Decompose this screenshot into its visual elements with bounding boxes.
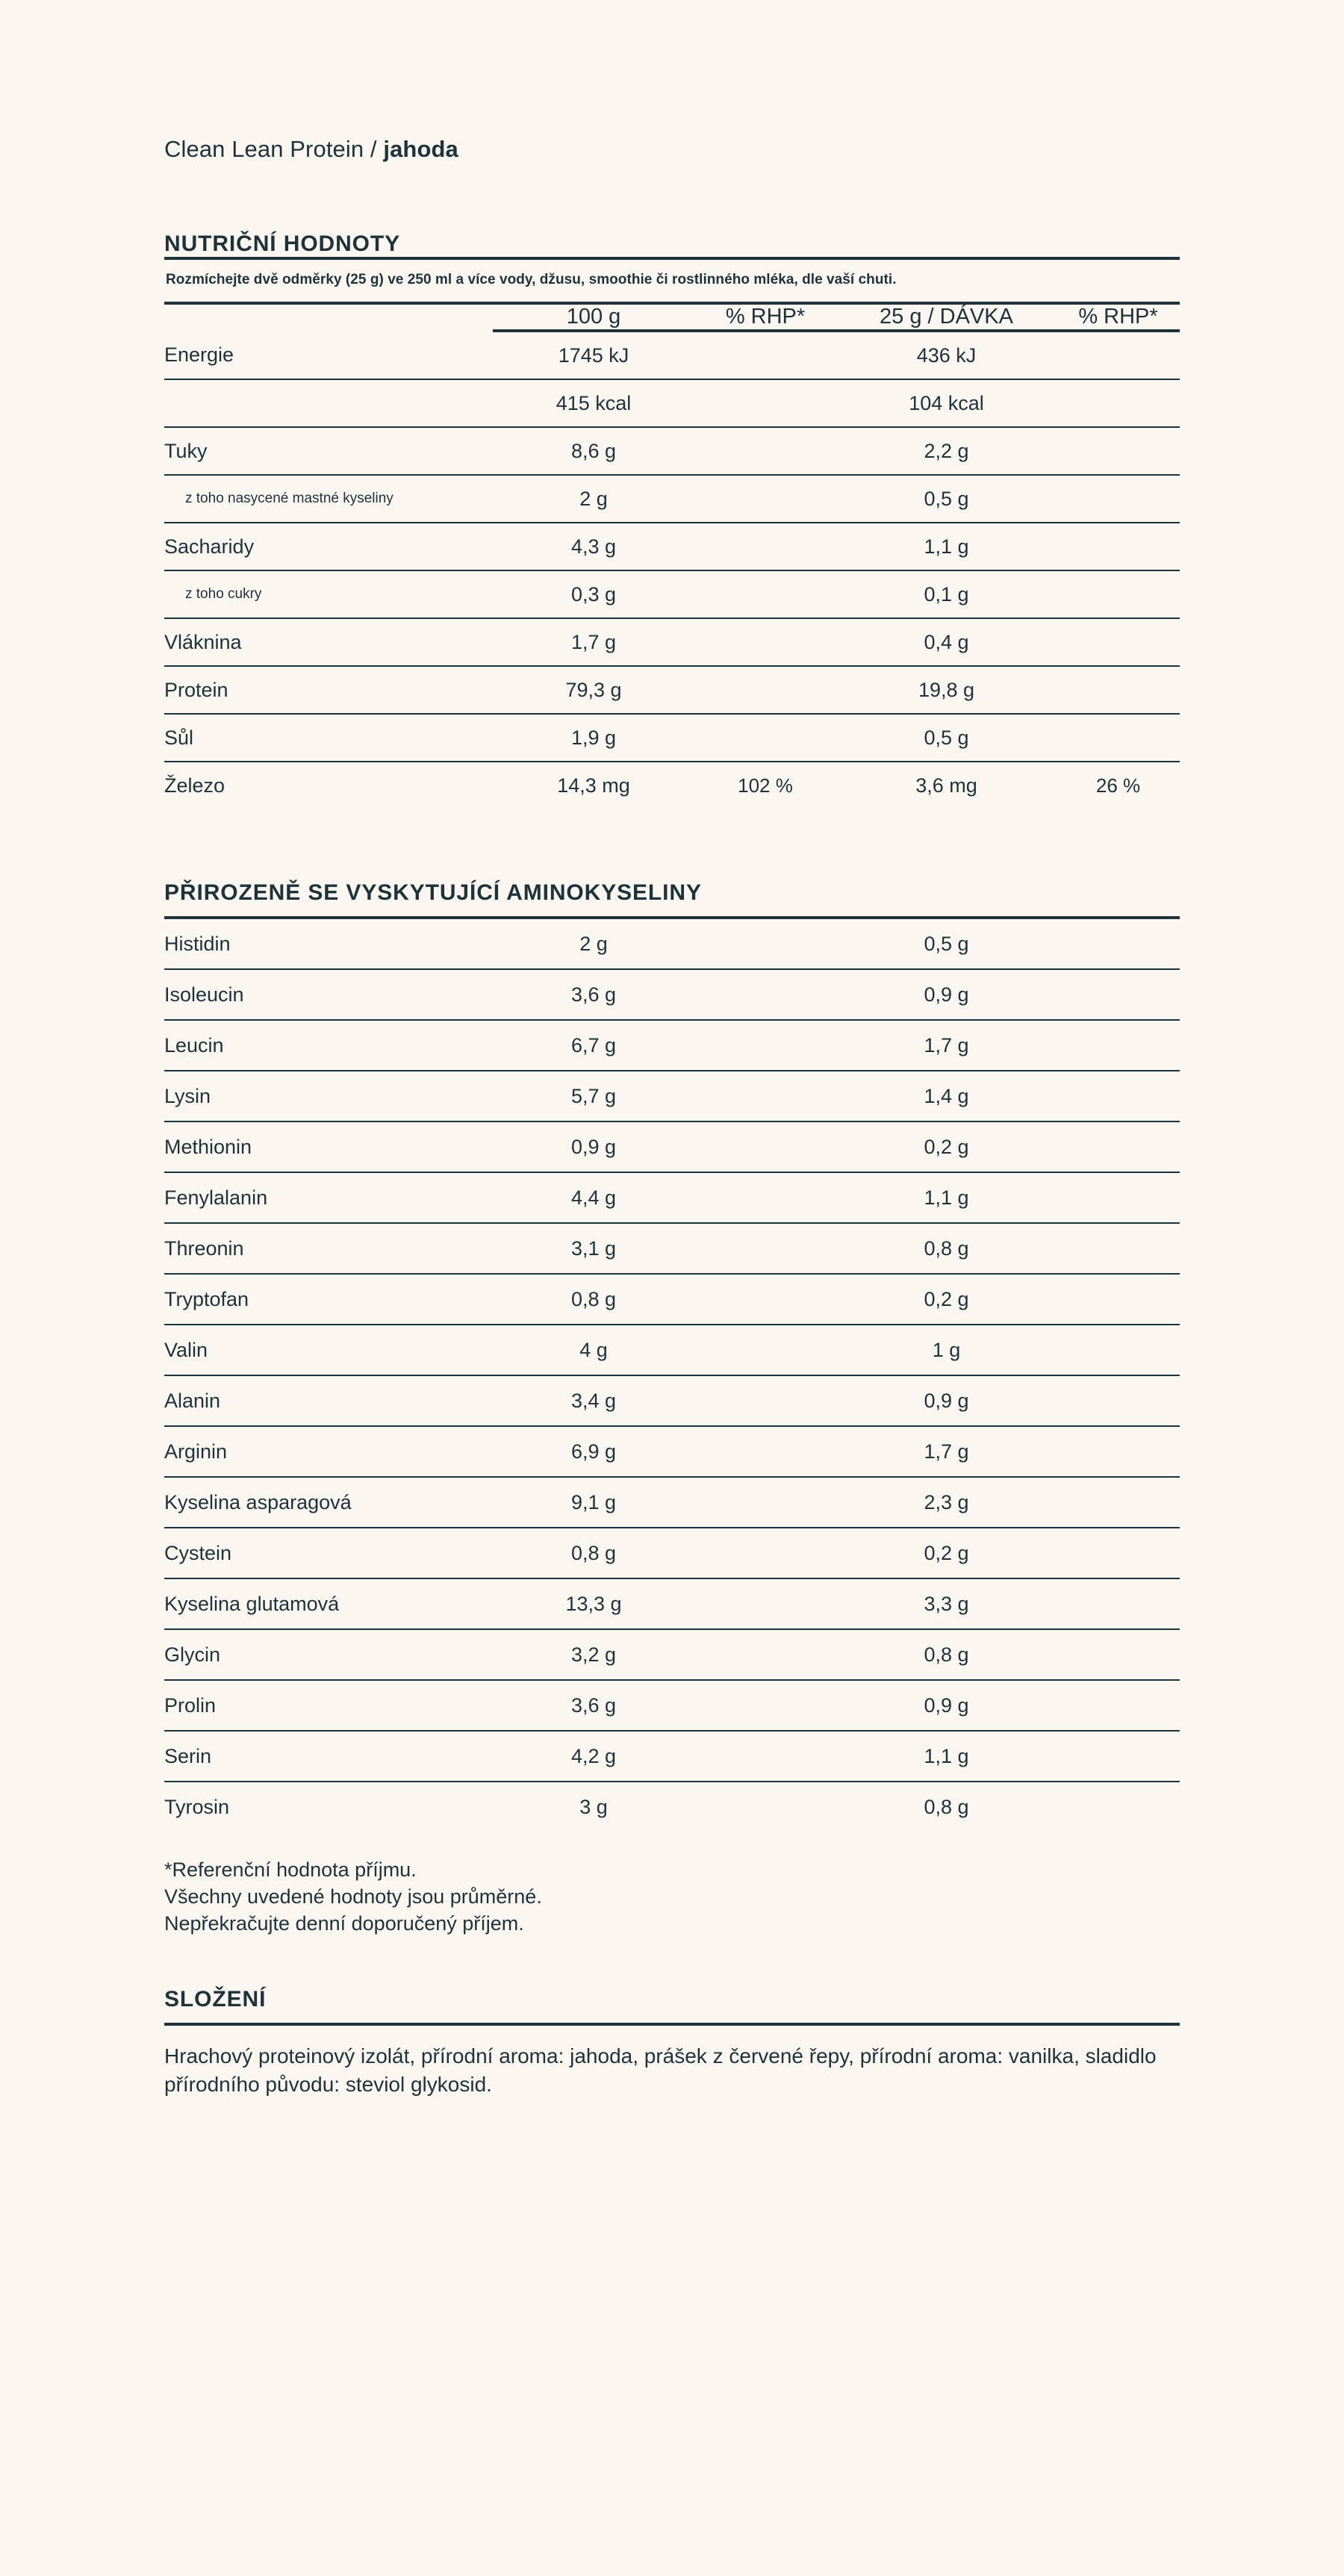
table-row: [164, 1274, 1180, 1325]
row-value-per-serving: 19,8 g: [836, 666, 1057, 714]
table-row: [164, 1223, 1180, 1274]
row-value-per-100g: 3,6 g: [493, 1680, 694, 1731]
table-row: [164, 919, 1180, 969]
row-value-per-100g: 14,3 mg: [557, 774, 630, 797]
row-value-rhp-serving: [1057, 1477, 1180, 1528]
table-row: [164, 1071, 1180, 1121]
footnotes: [164, 1857, 1180, 1938]
row-value-rhp-serving: [1057, 1020, 1180, 1071]
row-label: Protein: [164, 666, 493, 714]
row-label: z toho nasycené mastné kyseliny: [164, 475, 493, 523]
table-row: [164, 1375, 1180, 1426]
row-value-rhp-serving: [1057, 666, 1180, 714]
row-value-per-serving: 0,4 g: [836, 618, 1057, 666]
row-value-rhp-serving: [1057, 969, 1180, 1020]
table-row: [164, 666, 1180, 714]
row-value-rhp-100g: [694, 523, 836, 570]
amino-acids-section: [164, 880, 1180, 1832]
table-row: [164, 969, 1180, 1020]
row-value-rhp-serving: [1057, 1274, 1180, 1325]
row-value-per-100g: 2 g: [493, 919, 694, 969]
row-value-rhp-100g: [694, 1121, 836, 1172]
row-value-per-100g: 415 kcal: [493, 379, 694, 427]
table-row: [164, 1121, 1180, 1172]
row-value-per-100g: 3,2 g: [493, 1629, 694, 1680]
table-row: [164, 570, 1180, 618]
row-value-per-100g: 0,3 g: [493, 570, 694, 618]
nutrition-heading: NUTRIČNÍ HODNOTY: [164, 231, 401, 256]
row-value-rhp-serving: [1057, 379, 1180, 427]
row-label: Methionin: [164, 1121, 493, 1172]
row-value-rhp-100g: [694, 1375, 836, 1426]
row-value-rhp-100g: [694, 1629, 836, 1680]
row-value-per-serving: 1 g: [836, 1325, 1057, 1375]
footnote-do-not-exceed: Nepřekračujte denní doporučený příjem.: [164, 1911, 524, 1935]
row-value-per-100g: 0,9 g: [493, 1121, 694, 1172]
row-value-per-serving: 0,1 g: [836, 570, 1057, 618]
row-value-rhp-100g: [694, 331, 836, 379]
row-value-rhp-serving: [1057, 1731, 1180, 1782]
amino-acids-heading: PŘIROZENĚ SE VYSKYTUJÍCÍ AMINOKYSELINY: [164, 880, 702, 905]
row-label: Glycin: [164, 1629, 493, 1680]
table-row: [164, 1782, 1180, 1832]
table-row: [164, 331, 1180, 379]
row-value-rhp-serving: [1057, 475, 1180, 523]
table-row: [164, 1325, 1180, 1375]
row-value-rhp-100g: [694, 1528, 836, 1578]
row-value-per-serving: 0,8 g: [836, 1223, 1057, 1274]
row-value-rhp-100g: [694, 1477, 836, 1528]
row-value-rhp-serving: [1057, 331, 1180, 379]
row-value-per-serving: 0,9 g: [836, 1680, 1057, 1731]
row-label: Sůl: [164, 714, 493, 762]
row-value-rhp-100g: [694, 919, 836, 969]
ingredients-section: [164, 1987, 1180, 2100]
product-name: Clean Lean Protein: [164, 136, 364, 162]
row-value-per-serving: 0,2 g: [836, 1274, 1057, 1325]
table-row: [164, 427, 1180, 475]
row-value-per-serving: 0,5 g: [836, 714, 1057, 762]
row-value-rhp-serving: [1057, 1172, 1180, 1223]
row-label: [164, 379, 493, 427]
row-value-rhp-100g: [694, 1578, 836, 1629]
row-value-per-100g: 6,9 g: [493, 1426, 694, 1477]
row-value-per-100g: 1,7 g: [493, 618, 694, 666]
row-value-rhp-100g: [694, 1325, 836, 1375]
row-value-rhp-serving: [1057, 1578, 1180, 1629]
row-value-rhp-serving: [1057, 1782, 1180, 1832]
row-value-per-serving: 0,9 g: [836, 969, 1057, 1020]
row-label: Threonin: [164, 1223, 493, 1274]
row-value-per-serving: 1,4 g: [836, 1071, 1057, 1121]
table-row: [164, 1020, 1180, 1071]
row-label: Sacharidy: [164, 523, 493, 570]
row-label: Prolin: [164, 1680, 493, 1731]
table-row: [164, 1426, 1180, 1477]
row-value-per-100g: 79,3 g: [493, 666, 694, 714]
row-value-rhp-100g: [694, 379, 836, 427]
ingredients-heading-rule: [164, 2023, 1180, 2026]
row-value-rhp-100g: [694, 1020, 836, 1071]
row-value-per-serving: 1,7 g: [836, 1426, 1057, 1477]
row-label: Cystein: [164, 1528, 493, 1578]
row-value-per-serving: 1,7 g: [836, 1020, 1057, 1071]
row-value-rhp-100g: [694, 427, 836, 475]
row-label: Leucin: [164, 1020, 493, 1071]
amino-acids-table: [164, 919, 1180, 1832]
row-value-per-serving: 2,2 g: [836, 427, 1057, 475]
row-value-per-serving: 2,3 g: [836, 1477, 1057, 1528]
nutrition-section: [164, 231, 1180, 809]
row-value-rhp-100g: [694, 1426, 836, 1477]
row-value-rhp-serving: [1057, 1071, 1180, 1121]
product-title: [164, 0, 1180, 163]
row-label: Isoleucin: [164, 969, 493, 1020]
row-label: Histidin: [164, 919, 493, 969]
row-value-per-serving: 1,1 g: [836, 1731, 1057, 1782]
row-value-per-100g: 3,1 g: [493, 1223, 694, 1274]
row-value-per-100g: 0,8 g: [493, 1528, 694, 1578]
row-label: Kyselina glutamová: [164, 1578, 493, 1629]
row-value-per-100g: 6,7 g: [493, 1020, 694, 1071]
row-value-rhp-serving: [1057, 618, 1180, 666]
product-flavour: jahoda: [383, 136, 458, 162]
row-value-rhp-serving: 26 %: [1095, 774, 1141, 797]
row-value-per-100g: 8,6 g: [493, 427, 694, 475]
table-row: [164, 379, 1180, 427]
row-label: Kyselina asparagová: [164, 1477, 493, 1528]
row-value-rhp-100g: [694, 618, 836, 666]
row-value-per-serving: 436 kJ: [836, 331, 1057, 379]
serving-instruction: Rozmíchejte dvě odměrky (25 g) ve 250 ml a více vody, džusu, smoothie či rostlinného mléka, dle vaší chuti.: [166, 272, 897, 287]
row-value-rhp-100g: [694, 1274, 836, 1325]
row-value-per-serving: 3,6 mg: [915, 774, 977, 797]
row-label: Valin: [164, 1325, 493, 1375]
row-value-rhp-serving: [1057, 427, 1180, 475]
row-value-per-serving: 3,3 g: [836, 1578, 1057, 1629]
row-value-per-serving: 1,1 g: [836, 523, 1057, 570]
row-value-per-100g: 13,3 g: [493, 1578, 694, 1629]
row-value-rhp-100g: [694, 1172, 836, 1223]
row-value-rhp-serving: [1057, 919, 1180, 969]
footnote-reference-intake: *Referenční hodnota příjmu.: [164, 1858, 417, 1881]
table-row: [164, 475, 1180, 523]
table-row: [164, 618, 1180, 666]
row-value-rhp-100g: [694, 1782, 836, 1832]
row-value-per-100g: 3,6 g: [493, 969, 694, 1020]
row-value-rhp-100g: [694, 969, 836, 1020]
nutrition-header-per-serving: 25 g / DÁVKA: [836, 305, 1057, 331]
row-value-per-100g: 9,1 g: [493, 1477, 694, 1528]
row-value-rhp-100g: [694, 475, 836, 523]
table-row: [164, 1528, 1180, 1578]
row-value-rhp-serving: [1057, 1375, 1180, 1426]
nutrition-header-per-100g: 100 g: [493, 305, 694, 331]
row-value-per-100g: 4,2 g: [493, 1731, 694, 1782]
row-value-rhp-100g: [694, 714, 836, 762]
row-label: Železo: [164, 774, 225, 797]
row-value-per-100g: 0,8 g: [493, 1274, 694, 1325]
row-label: Arginin: [164, 1426, 493, 1477]
row-value-rhp-serving: [1057, 1223, 1180, 1274]
row-label: Vláknina: [164, 618, 493, 666]
row-value-rhp-100g: [694, 1223, 836, 1274]
nutrition-table-header-row: [164, 305, 1180, 331]
table-row: [164, 1629, 1180, 1680]
row-value-rhp-100g: [694, 1680, 836, 1731]
nutrition-header-label: [164, 305, 493, 331]
row-value-per-100g: 2 g: [493, 475, 694, 523]
row-value-rhp-serving: [1057, 1680, 1180, 1731]
row-value-per-serving: 0,8 g: [836, 1629, 1057, 1680]
table-row: [164, 1477, 1180, 1528]
row-value-rhp-100g: [694, 1071, 836, 1121]
row-value-per-100g: 3,4 g: [493, 1375, 694, 1426]
table-row: [164, 1578, 1180, 1629]
row-value-per-100g: 4 g: [493, 1325, 694, 1375]
row-value-per-100g: 1,9 g: [493, 714, 694, 762]
nutrition-header-rhp-serving: % RHP*: [1057, 305, 1180, 331]
row-label: Alanin: [164, 1375, 493, 1426]
row-label: Tyrosin: [164, 1795, 230, 1818]
row-value-per-serving: 104 kcal: [836, 379, 1057, 427]
row-label: Serin: [164, 1731, 493, 1782]
row-value-rhp-serving: [1057, 1528, 1180, 1578]
nutrition-header-rhp-100g: % RHP*: [694, 305, 836, 331]
nutrition-table: [164, 305, 1180, 809]
amino-acids-table-body: [164, 919, 1180, 1832]
footnote-average-values: Všechny uvedené hodnoty jsou průměrné.: [164, 1885, 542, 1908]
row-label: Energie: [164, 331, 493, 379]
row-value-rhp-serving: [1057, 714, 1180, 762]
row-value-per-100g: 4,4 g: [493, 1172, 694, 1223]
row-label: z toho cukry: [164, 570, 493, 618]
row-value-per-serving: 0,5 g: [836, 475, 1057, 523]
row-value-per-serving: 0,5 g: [836, 919, 1057, 969]
row-value-rhp-serving: [1057, 523, 1180, 570]
table-row: [164, 762, 1180, 809]
row-value-per-serving: 0,2 g: [836, 1121, 1057, 1172]
row-value-rhp-serving: [1057, 1629, 1180, 1680]
row-value-per-serving: 1,1 g: [836, 1172, 1057, 1223]
table-row: [164, 1731, 1180, 1782]
row-value-rhp-100g: [694, 1731, 836, 1782]
product-title-separator: /: [364, 136, 384, 162]
row-label: Lysin: [164, 1071, 493, 1121]
row-value-per-100g: 3 g: [579, 1795, 608, 1818]
row-value-rhp-serving: [1057, 570, 1180, 618]
table-row: [164, 1680, 1180, 1731]
row-value-rhp-100g: 102 %: [738, 774, 793, 797]
row-value-per-100g: 4,3 g: [493, 523, 694, 570]
table-row: [164, 1172, 1180, 1223]
ingredients-heading: SLOŽENÍ: [164, 1986, 267, 2012]
row-label: Fenylalanin: [164, 1172, 493, 1223]
row-value-rhp-serving: [1057, 1325, 1180, 1375]
table-row: [164, 523, 1180, 570]
row-label: Tryptofan: [164, 1274, 493, 1325]
row-value-per-100g: 5,7 g: [493, 1071, 694, 1121]
row-value-per-serving: 0,9 g: [836, 1375, 1057, 1426]
row-label: Tuky: [164, 427, 493, 475]
row-value-rhp-serving: [1057, 1426, 1180, 1477]
table-row: [164, 714, 1180, 762]
row-value-per-serving: 0,8 g: [924, 1795, 969, 1818]
row-value-rhp-serving: [1057, 1121, 1180, 1172]
row-value-rhp-100g: [694, 570, 836, 618]
ingredients-body: Hrachový proteinový izolát, přírodní aroma: jahoda, prášek z červené řepy, přírodní aroma: vanilka, sladidlo přírodního původu: steviol glykosid.: [164, 2044, 1157, 2097]
row-value-per-serving: 0,2 g: [836, 1528, 1057, 1578]
row-value-per-100g: 1745 kJ: [493, 331, 694, 379]
nutrition-table-body: [164, 305, 1180, 809]
row-value-rhp-100g: [694, 666, 836, 714]
